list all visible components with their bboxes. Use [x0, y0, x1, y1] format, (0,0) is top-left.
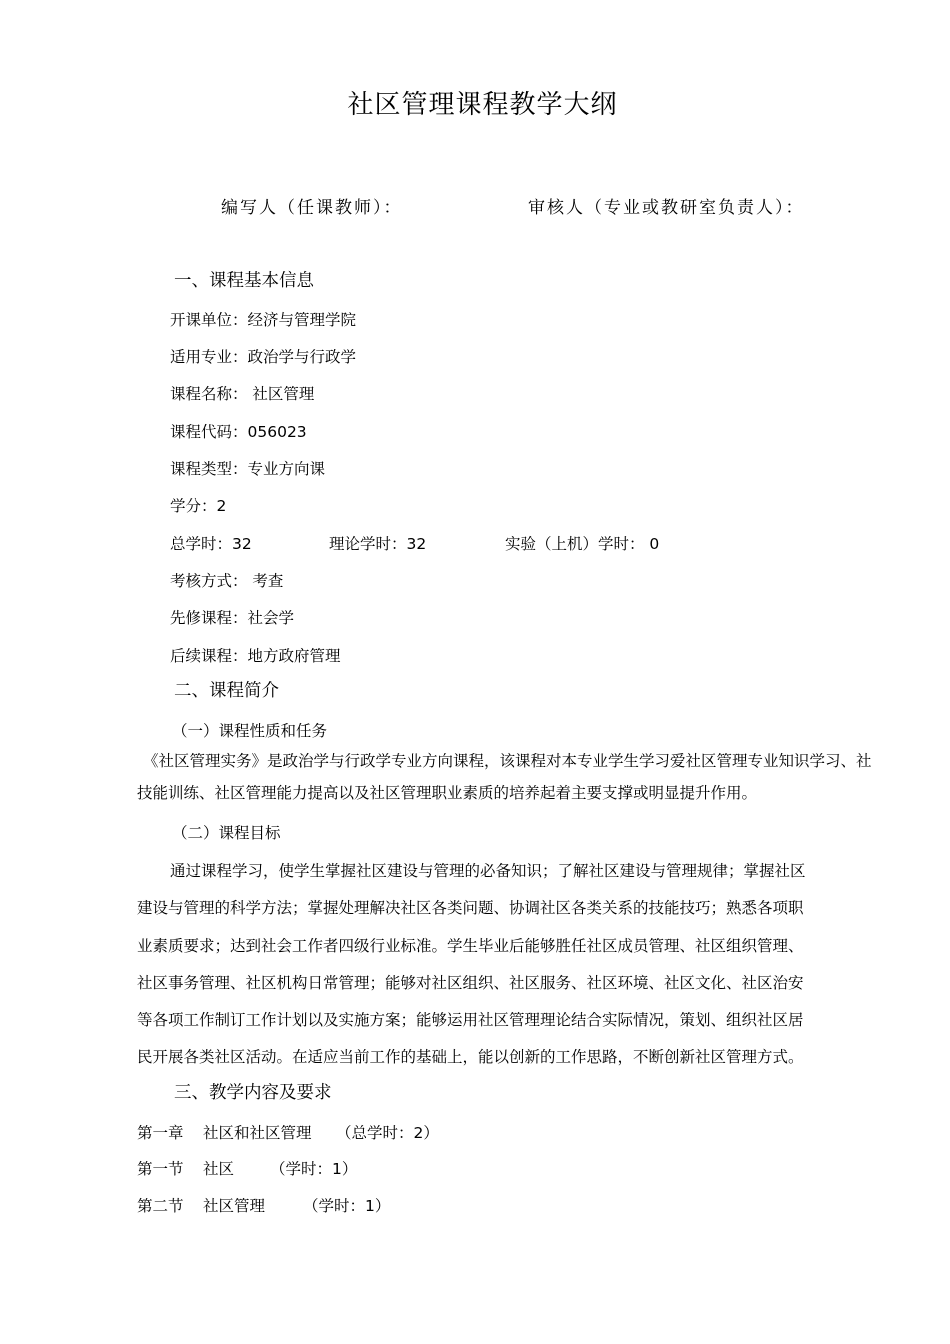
paragraph-line: 技能训练、社区管理能力提高以及社区管理职业素质的培养起着主要支撑或明显提升作用。	[137, 784, 758, 802]
paragraph-line: 建设与管理的科学方法；掌握处理解决社区各类问题、协调社区各类关系的技能技巧；熟悉各项职	[137, 899, 804, 917]
paragraph-line: 民开展各类社区活动。在适应当前工作的基础上，能以创新的工作思路，不断创新社区管理方式。	[137, 1048, 804, 1066]
field-prerequisite: 先修课程：社会学	[170, 609, 295, 627]
field-course-type: 课程类型：专业方向课	[170, 460, 326, 478]
section-label: 第一节	[137, 1160, 184, 1178]
paragraph-line: 《社区管理实务》是政治学与行政学专业方向课程，该课程对本专业学生学习爱社区管理专业知识学习、社	[143, 752, 872, 770]
field-assessment: 考核方式： 考查	[170, 572, 284, 590]
reviewer-label: 审核人（专业或教研室负责人）：	[528, 198, 805, 218]
paragraph-line: 社区事务管理、社区机构日常管理；能够对社区组织、社区服务、社区环境、社区文化、社区治安	[137, 974, 804, 992]
section-hours: （学时：1）	[303, 1197, 391, 1215]
document-title: 社区管理课程教学大纲	[347, 90, 618, 120]
section-heading-content: 三、教学内容及要求	[174, 1083, 332, 1103]
section-label: 第二节	[137, 1197, 184, 1215]
field-credit: 学分：2	[170, 497, 227, 515]
writer-label: 编写人（任课教师）：	[221, 198, 403, 218]
field-theory-hours: 理论学时：32	[329, 535, 427, 553]
chapter-title: 社区和社区管理	[203, 1124, 312, 1142]
subheading-course-goals: （二）课程目标	[172, 824, 281, 842]
subheading-nature-tasks: （一）课程性质和任务	[172, 722, 328, 740]
chapter-hours: （总学时：2）	[336, 1124, 439, 1142]
field-major: 适用专业：政治学与行政学	[170, 348, 357, 366]
field-course-code: 课程代码：056023	[170, 423, 307, 441]
section-title: 社区管理	[203, 1197, 266, 1215]
section-title: 社区	[203, 1160, 235, 1178]
field-course-name: 课程名称： 社区管理	[170, 385, 315, 403]
section-heading-intro: 二、课程简介	[174, 681, 279, 701]
chapter-label: 第一章	[137, 1124, 184, 1142]
section-heading-basic-info: 一、课程基本信息	[174, 271, 314, 291]
field-unit: 开课单位：经济与管理学院	[170, 311, 357, 329]
field-followup: 后续课程：地方政府管理	[170, 647, 341, 665]
field-lab-hours: 实验（上机）学时： 0	[505, 535, 660, 553]
field-total-hours: 总学时：32	[170, 535, 252, 553]
paragraph-line: 等各项工作制订工作计划以及实施方案；能够运用社区管理理论结合实际情况，策划、组织社区居	[137, 1011, 804, 1029]
paragraph-line: 通过课程学习，使学生掌握社区建设与管理的必备知识；了解社区建设与管理规律；掌握社区	[170, 862, 806, 880]
paragraph-line: 业素质要求；达到社会工作者四级行业标准。学生毕业后能够胜任社区成员管理、社区组织管理、	[137, 937, 804, 955]
section-hours: （学时：1）	[270, 1160, 358, 1178]
